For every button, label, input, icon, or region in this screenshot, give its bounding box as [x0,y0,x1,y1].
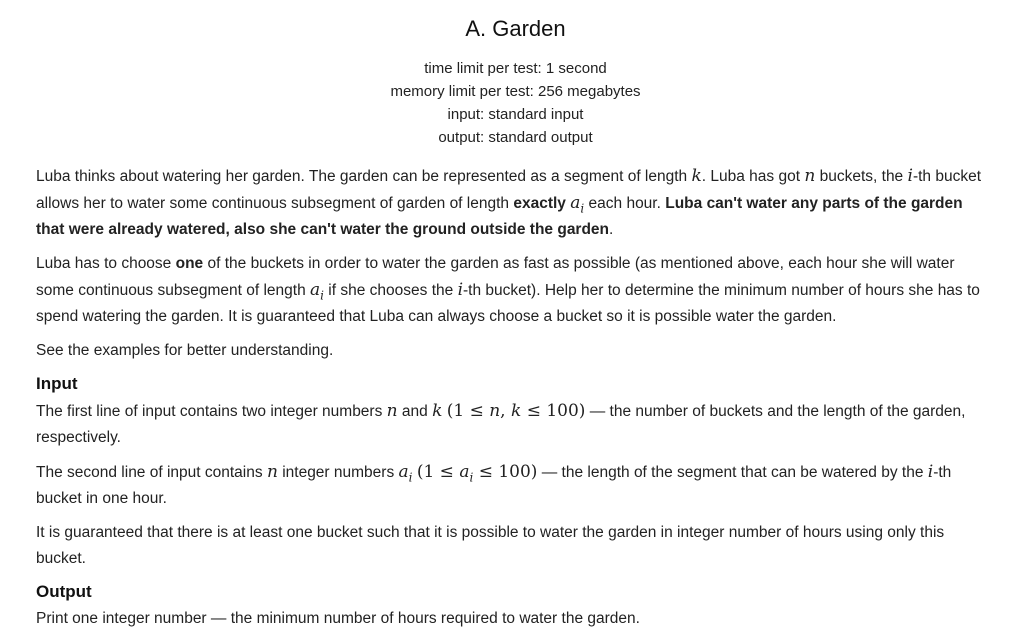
math-var: k [510,401,522,421]
bold-text: exactly [513,195,566,212]
statement-paragraph: The second line of input contains n integer numbers $a_i$ $(1 \le a_i \le 100)$ — the length of the segment that can be watered by the i-th bucket in one hour. [36,462,952,507]
section-heading-input: Input [36,374,78,393]
section-heading-output: Output [36,582,92,601]
math-subscript: i [408,470,413,485]
math-var: i [907,166,913,186]
math-var: k [691,166,702,186]
limit-input: input: standard input [447,106,584,123]
bold-text: one [175,255,204,272]
bold-text: Luba can't water any parts of the garden that were already watered, also she can't water the ground outside the garden [36,195,963,238]
math-subscript: i [469,470,474,485]
statement-paragraph: Print one integer number — the minimum number of hours required to water the garden. [36,610,640,627]
statement-paragraph: It is guaranteed that there is at least one bucket such that it is possible to water the garden in integer number of hours using only this bucket. [36,524,945,567]
problem-statement [0,16,1017,632]
math-expr: , [500,401,511,421]
math-expr: (1 ≤ [416,462,460,482]
limit-memory-limit-per-test: memory limit per test: 256 megabytes [390,83,641,100]
limit-time-limit-per-test: time limit per test: 1 second [424,60,607,77]
math-subscript: i [320,288,324,303]
math-subscript: i [580,201,585,216]
statement-paragraph: Luba has to choose one of the buckets in order to water the garden as fast as possible (as mentioned above, each hour she will water some continuous subsegment of length $a_i$ if she chooses the i-th bucket). Help her to determine the minimum number of hours she has to spend watering the garden. It is guaranteed that Luba can always choose a bucket so it is possible water the garden. [36,255,980,325]
math-expr: ≤ 100) [521,401,586,421]
math-var: i [927,462,934,482]
math-var-sub: $a_i$ [310,280,324,303]
statement-paragraph: See the examples for better understanding. [36,342,334,359]
math-var: n [266,462,278,482]
problem-title: A. Garden [465,16,566,41]
statement-paragraph: Luba thinks about watering her garden. The garden can be represented as a segment of length k. Luba has got n buckets, the i-th bucket allows her to water some continuous subsegment of garden of length exactly $a_i$ each hour. Luba can't water any parts of the garden that were already watered, also she can't water the ground outside the garden. [36,166,981,238]
math-var: i [457,280,463,300]
math-var: n [386,401,398,421]
problem-limits [36,57,995,149]
math-var-sub: $a_i$ [398,462,413,485]
math-var-sub: $a_i$ [570,193,585,216]
problem-content [36,163,995,632]
math-expr: (1 ≤ [446,401,490,421]
math-var: n [489,401,501,421]
statement-paragraph: The first line of input contains two integer numbers n and k (1 ≤ n, k ≤ 100) — the number of buckets and the length of the garden, respectively. [36,401,966,446]
limit-output: output: standard output [438,129,593,146]
math-expr: ≤ 100) [473,462,538,482]
math-var: n [804,166,816,186]
math-var-sub: $a_i$ [459,462,474,485]
problem-header [36,16,995,149]
math-var: k [432,401,443,421]
